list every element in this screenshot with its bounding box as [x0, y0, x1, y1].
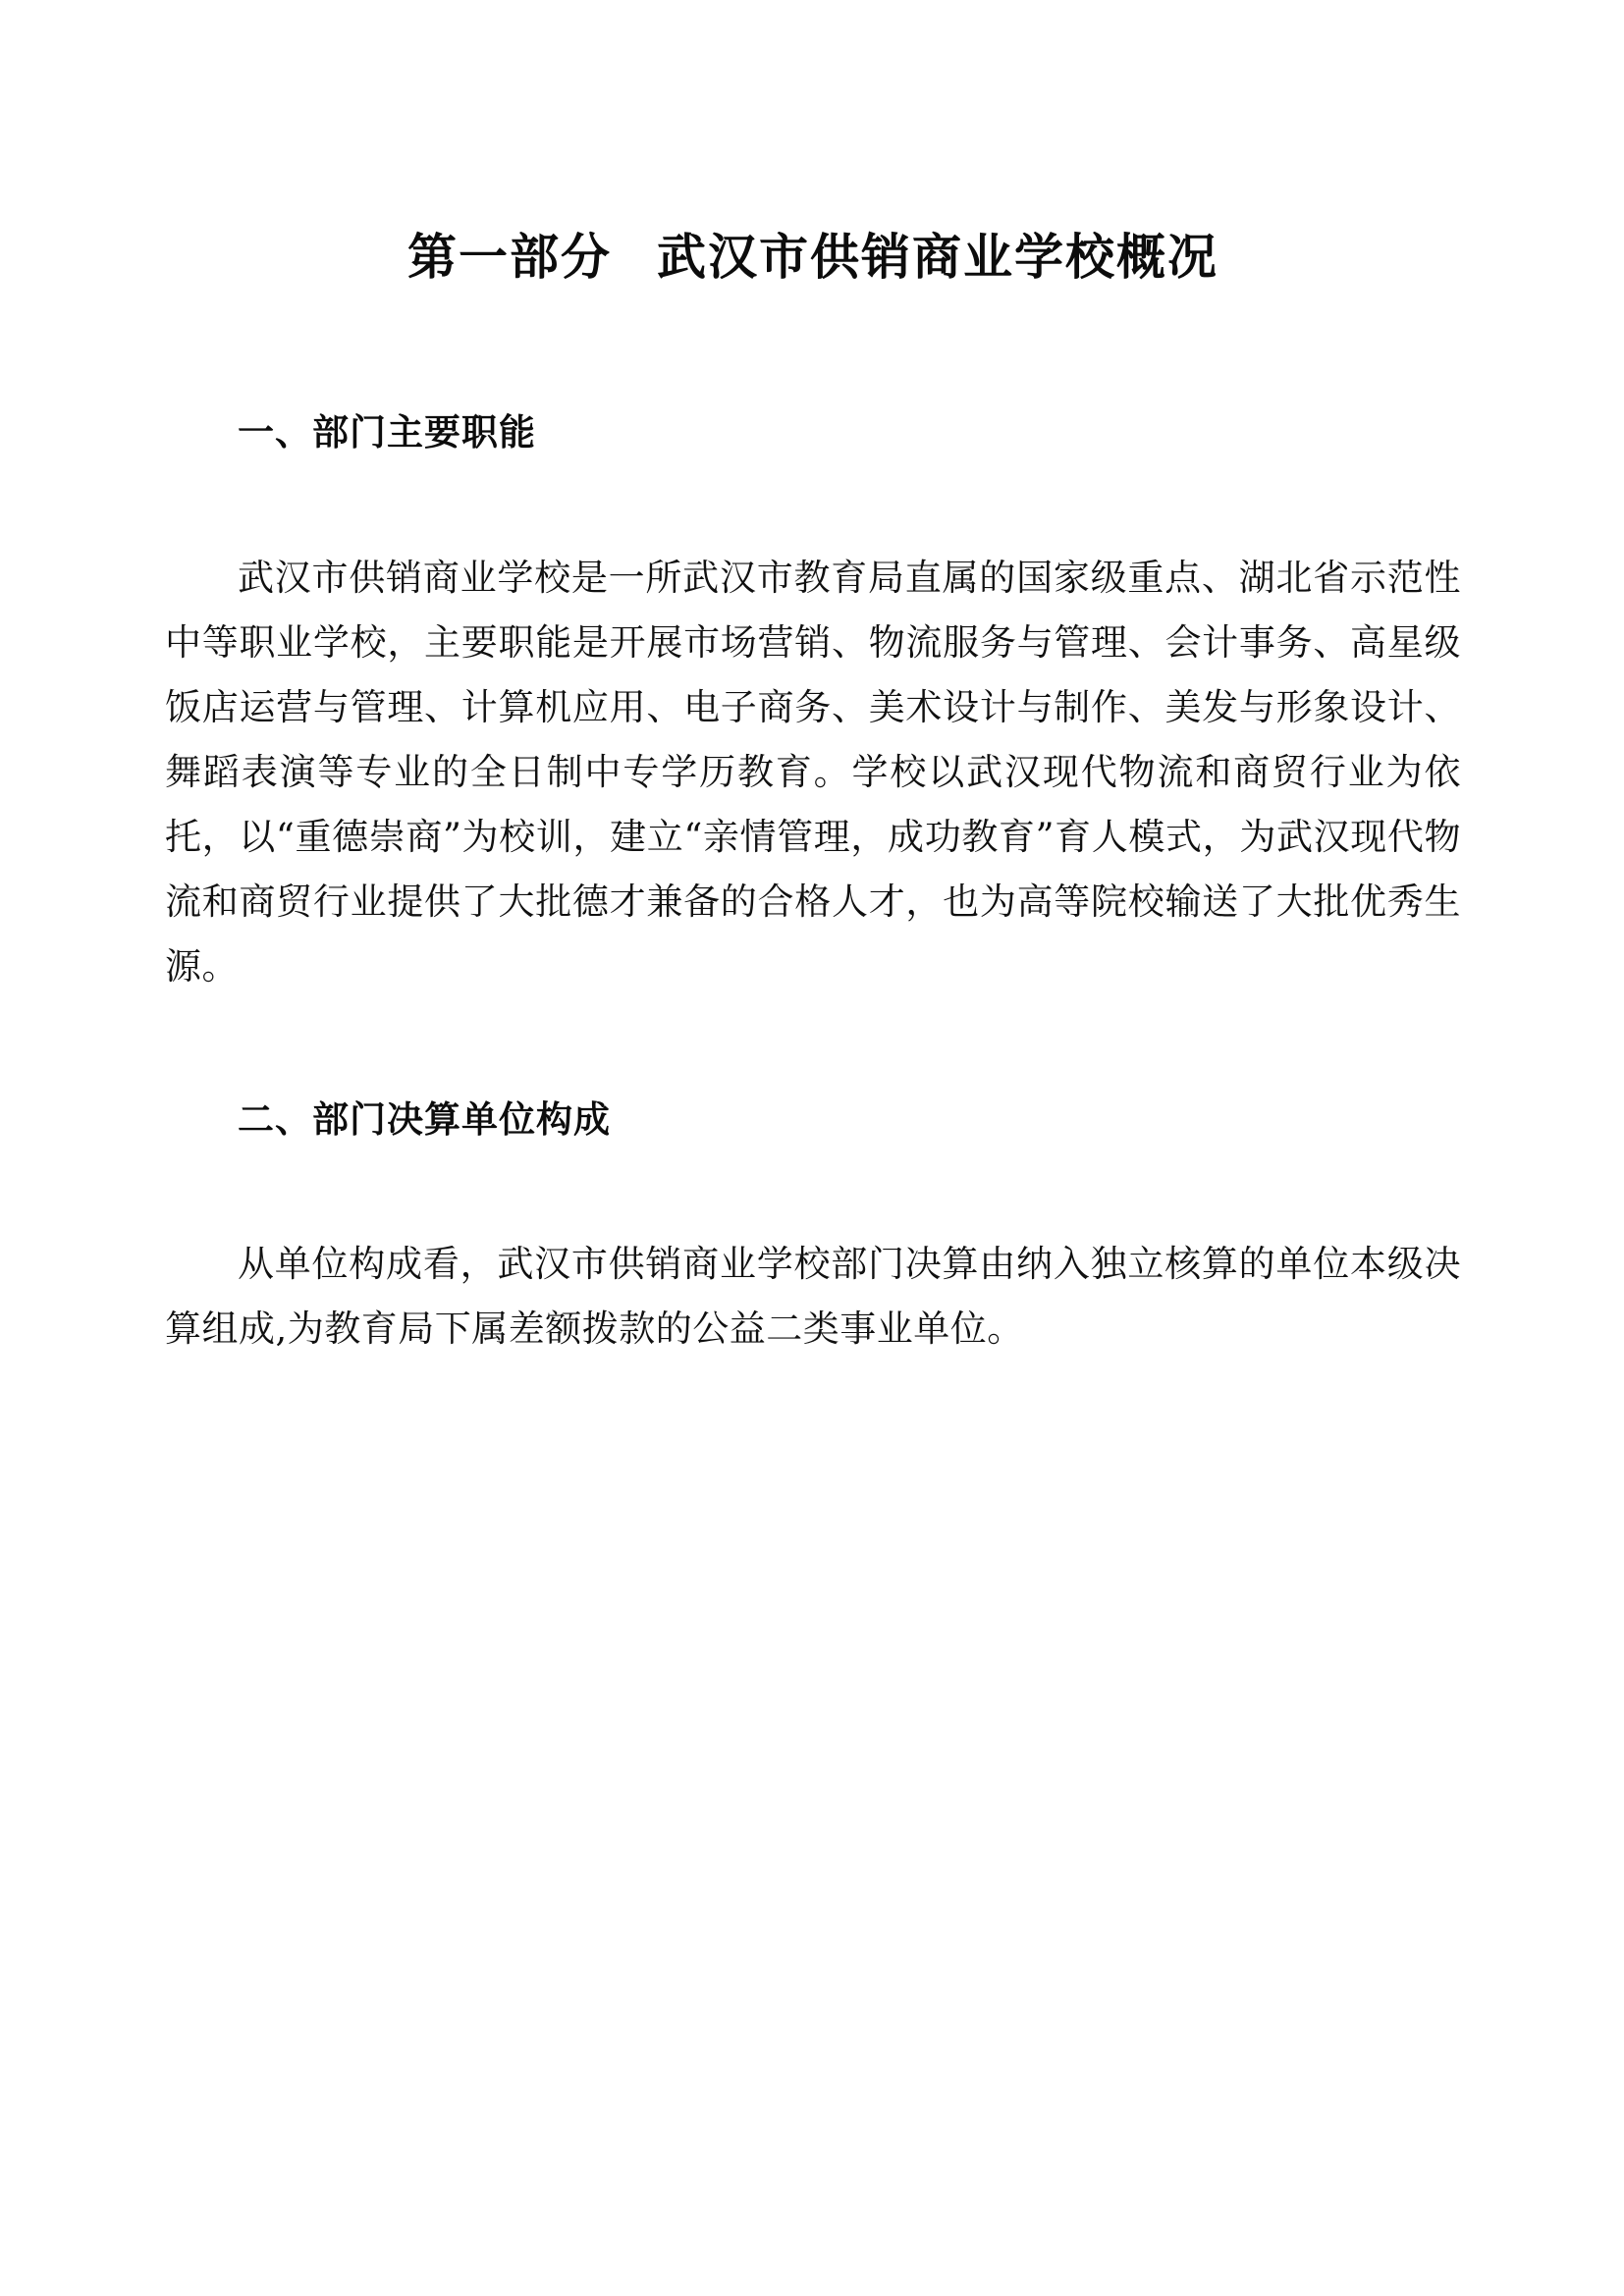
- page-title-main: 武汉市供销商业学校概况: [657, 229, 1218, 286]
- section-spacing: [165, 1036, 1461, 1065]
- page-title: [165, 228, 1461, 287]
- section-heading-2: 二、部门决算单位构成: [238, 1097, 611, 1141]
- title-spacing: [165, 320, 1461, 379]
- page-title-prefix: 第一部分: [407, 229, 612, 286]
- section-paragraph-1: 武汉市供销商业学校是一所武汉市教育局直属的国家级重点、湖北省示范性中等职业学校，主要职能是开展市场营销、物流服务与管理、会计事务、高星级饭店运营与管理、计算机应用、电子商务、美术设计与制作、美发与形象设计、舞蹈表演等专业的全日制中专学历教育。学校以武汉现代物流和商贸行业为依托，以“重德崇商”为校训，建立“亲情管理，成功教育”育人模式，为武汉现代物流和商贸行业提供了大批德才兼备的合格人才，也为高等院校输送了大批优秀生源。: [165, 556, 1461, 988]
- section-heading-1: 一、部门主要职能: [238, 411, 536, 454]
- section-paragraph-2: 从单位构成看，武汉市供销商业学校部门决算由纳入独立核算的单位本级决算组成,为教育局下属差额拨款的公益二类事业单位。: [165, 1243, 1461, 1351]
- page-content: [165, 0, 1461, 1398]
- heading-spacing-2: [165, 1174, 1461, 1196]
- heading-spacing-1: [165, 488, 1461, 509]
